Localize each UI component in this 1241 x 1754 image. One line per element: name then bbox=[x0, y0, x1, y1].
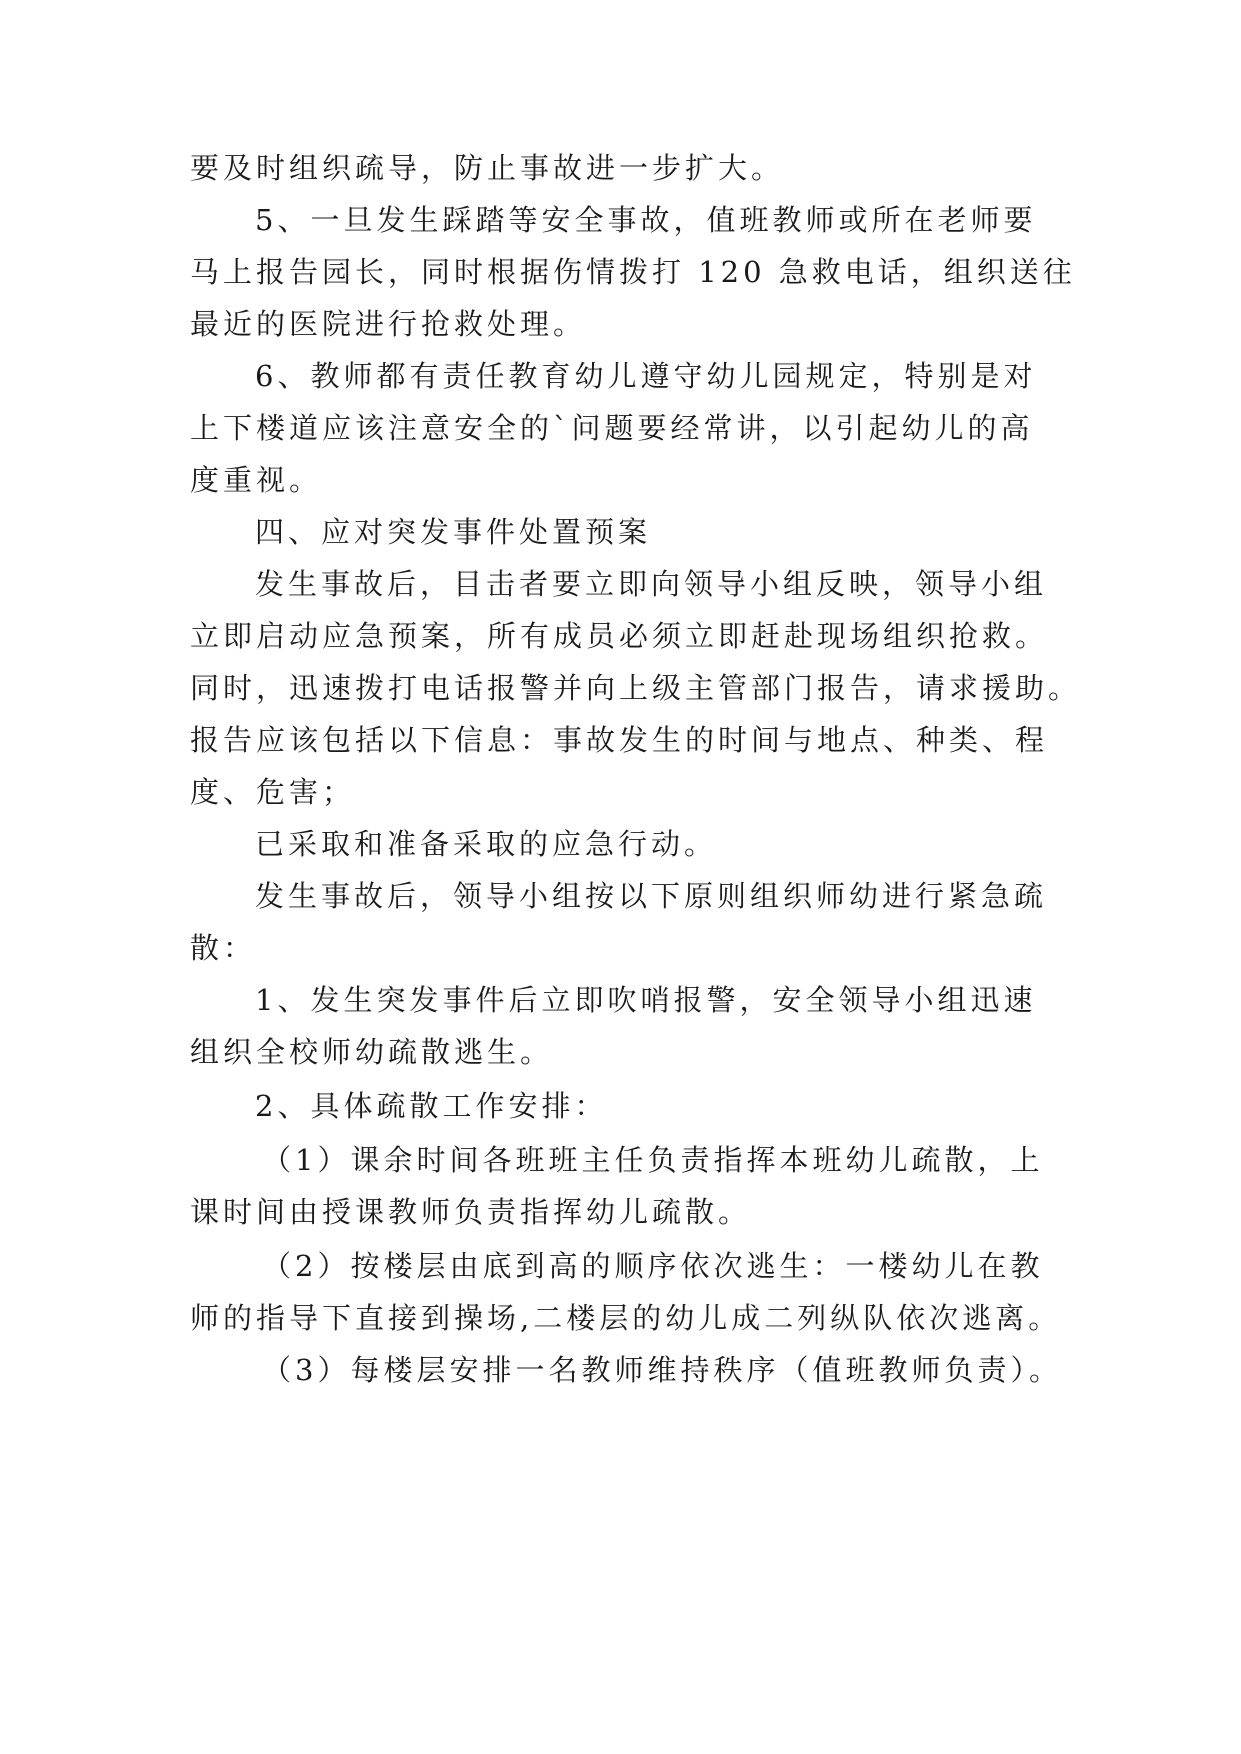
text-line: 1、发生突发事件后立即吹哨报警，安全领导小组迅速 bbox=[255, 983, 1037, 1017]
text-line: 散： bbox=[190, 931, 257, 965]
text-line: （1）课余时间各班班主任负责指挥本班幼儿疏散，上 bbox=[262, 1143, 1044, 1177]
text-line: 马上报告园长，同时根据伤情拨打 120 急救电话，组织送往 bbox=[190, 255, 1076, 289]
text-line: 上下楼道应该注意安全的`问题要经常讲，以引起幼儿的高 bbox=[190, 411, 1034, 445]
section-heading: 四、应对突发事件处置预案 bbox=[255, 515, 652, 549]
text-line: 发生事故后，目击者要立即向领导小组反映，领导小组 bbox=[255, 567, 1048, 601]
text-line: 6、教师都有责任教育幼儿遵守幼儿园规定，特别是对 bbox=[255, 359, 1037, 393]
text-line: 师的指导下直接到操场,二楼层的幼儿成二列纵队依次逃离。 bbox=[190, 1301, 1062, 1335]
text-line: 已采取和准备采取的应急行动。 bbox=[255, 827, 718, 861]
text-line: 组织全校师幼疏散逃生。 bbox=[190, 1035, 554, 1069]
text-line: 度重视。 bbox=[190, 463, 323, 497]
text-line: 最近的医院进行抢救处理。 bbox=[190, 307, 587, 341]
text-line: 2、具体疏散工作安排： bbox=[255, 1089, 608, 1123]
text-line: 立即启动应急预案，所有成员必须立即赶赴现场组织抢救。 bbox=[190, 619, 1049, 653]
text-line: 5、一旦发生踩踏等安全事故，值班教师或所在老师要 bbox=[255, 203, 1037, 237]
text-line: （2）按楼层由底到高的顺序依次逃生：一楼幼儿在教 bbox=[262, 1249, 1044, 1283]
text-line: 度、危害； bbox=[190, 775, 356, 809]
text-line: 要及时组织疏导，防止事故进一步扩大。 bbox=[190, 151, 785, 185]
text-line: 课时间由授课教师负责指挥幼儿疏散。 bbox=[190, 1195, 752, 1229]
text-line: 发生事故后，领导小组按以下原则组织师幼进行紧急疏 bbox=[255, 879, 1048, 913]
text-line: （3）每楼层安排一名教师维持秩序（值班教师负责）。 bbox=[262, 1353, 1062, 1387]
text-line: 报告应该包括以下信息：事故发生的时间与地点、种类、程 bbox=[190, 723, 1049, 757]
text-line: 同时，迅速拨打电话报警并向上级主管部门报告，请求援助。 bbox=[190, 671, 1082, 705]
